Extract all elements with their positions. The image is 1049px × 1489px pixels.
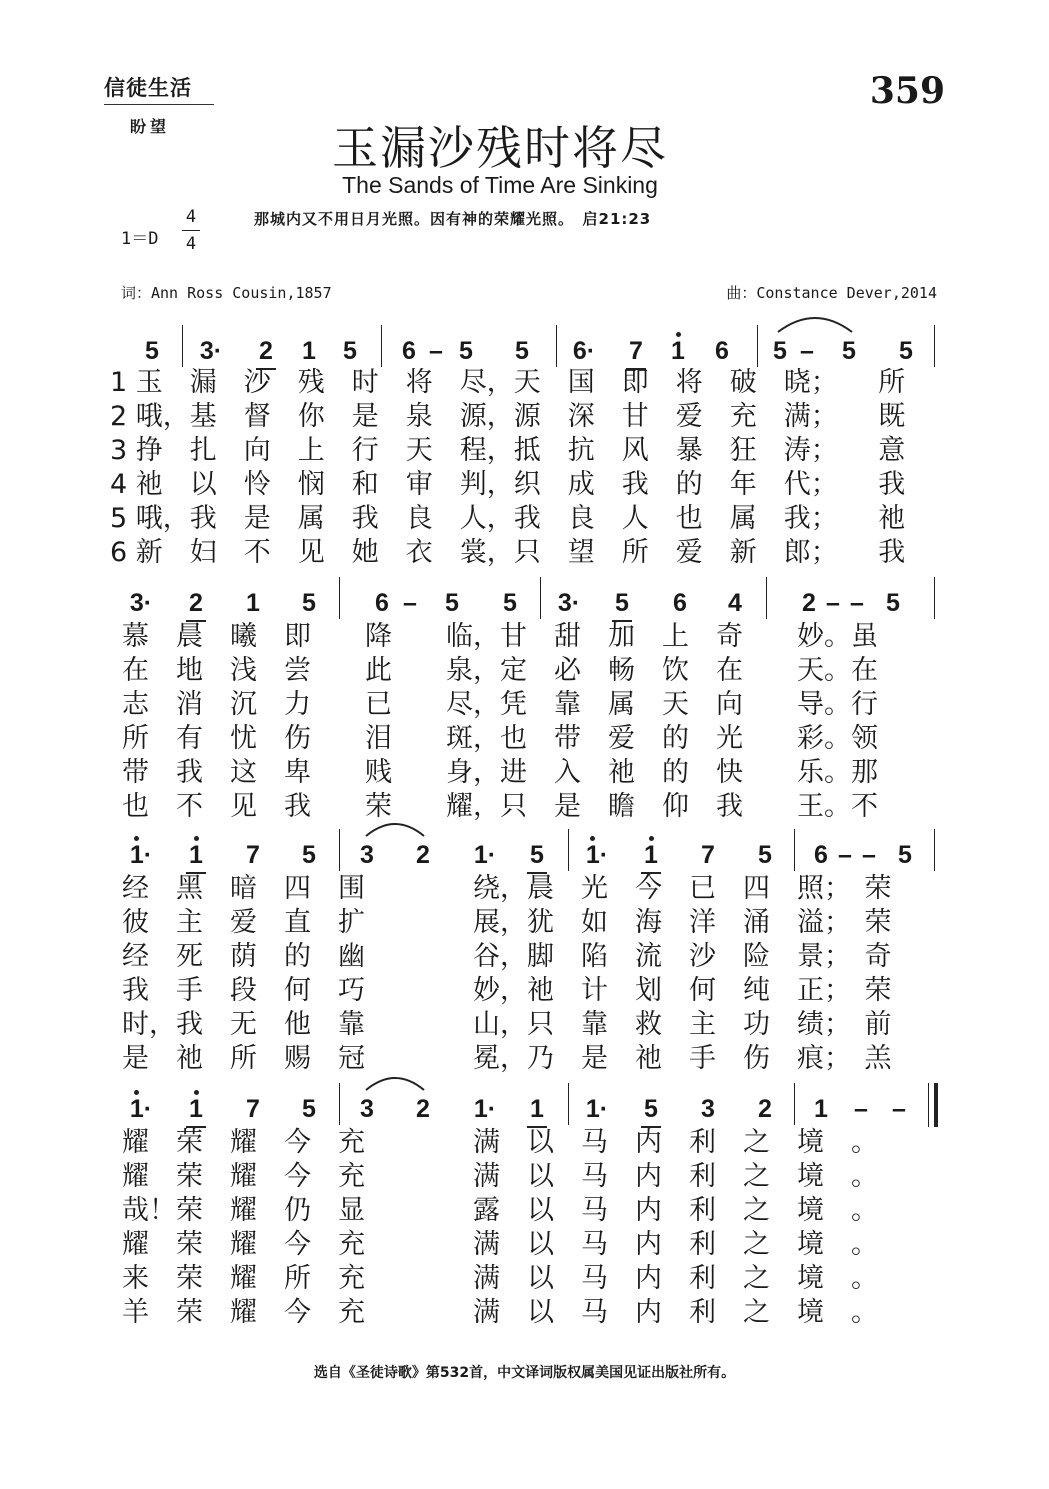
hymn-title-chinese: 玉漏沙残时将尽 (332, 121, 668, 175)
note: 5 (615, 589, 629, 617)
dash: – (862, 841, 876, 869)
note: 5 (515, 337, 529, 365)
note: 1 (189, 1095, 203, 1123)
final-barline-thin (928, 1083, 929, 1127)
barline (381, 325, 382, 367)
dash: – (892, 1095, 906, 1123)
barline (794, 1083, 795, 1125)
barline (182, 325, 183, 367)
final-barline-thick (934, 1083, 938, 1127)
note: 3· (557, 589, 581, 617)
copyright-footer: 选自《圣徒诗歌》第532首，中文译词版权属美国见证出版社所有。 (313, 1365, 736, 1381)
slur (364, 1072, 426, 1092)
dash: – (429, 337, 443, 365)
dash: – (826, 589, 840, 617)
barline (339, 577, 340, 619)
composer-credit: 曲：Constance Dever,2014 (726, 284, 937, 302)
note: 5 (842, 337, 856, 365)
dash: – (838, 841, 852, 869)
lyric-verse-6: 也 不 见 我 荣 耀，只 是 瞻 仰 我 王。不 (122, 791, 878, 822)
barline (794, 829, 795, 871)
note: 2 (758, 1095, 772, 1123)
subsection-title: 盼望 (130, 117, 171, 136)
lyric-verse-1: 1 玉 漏 沙 残 时 将 尽，天 国 即 将 破 晓； 所 (110, 367, 906, 398)
note: 6 (402, 337, 416, 365)
note: 5 (145, 337, 159, 365)
lyric-verse-4: 4 祂 以 怜 悯 和 审 判，织 成 我 的 年 代； 我 (110, 469, 906, 500)
note: 3 (360, 1095, 374, 1123)
lyric-verse-3: 哉！荣 耀 仍 显 露 以 马 内 利 之 境 。 (122, 1195, 878, 1226)
lyric-verse-1: 慕 晨 曦 即 降 临，甘 甜 加 上 奇 妙。虽 (122, 621, 878, 652)
lyric-verse-3: 经 死 荫 的 幽 谷，脚 陷 流 沙 险 景； 奇 (122, 941, 892, 972)
barline (568, 1083, 569, 1125)
note: 1· (473, 841, 497, 869)
note: 6 (715, 337, 729, 365)
section-rule (104, 104, 214, 105)
lyric-verse-5: 来 荣 耀 所 充 满 以 马 内 利 之 境 。 (122, 1263, 878, 1294)
dash: – (800, 337, 814, 365)
lyric-verse-6: 是 祂 所 赐 冠 冕，乃 是 祂 手 伤 痕； 羔 (122, 1043, 892, 1074)
note: 7 (701, 841, 715, 869)
octave-dot (590, 836, 595, 841)
note: 3 (360, 841, 374, 869)
note: 7 (246, 1095, 260, 1123)
note: 5 (530, 841, 544, 869)
time-signature-bar (182, 230, 200, 231)
note: 2 (416, 841, 430, 869)
note: 5 (898, 841, 912, 869)
barline (757, 325, 758, 367)
note: 1 (189, 841, 203, 869)
note: 5 (886, 589, 900, 617)
octave-dot (649, 836, 654, 841)
lyric-verse-2: 彼 主 爱 直 扩 展，犹 如 海 洋 涌 溢； 荣 (122, 907, 892, 938)
note: 5 (302, 1095, 316, 1123)
note: 1· (585, 1095, 609, 1123)
note: 2 (259, 337, 273, 365)
octave-dot (194, 836, 199, 841)
key-signature: 1＝D (121, 229, 159, 249)
time-signature-top: 4 (185, 207, 197, 227)
lyric-verse-2: 耀 荣 耀 今 充 满 以 马 内 利 之 境 。 (122, 1161, 878, 1192)
lyric-verse-2: 2 哦，基 督 你 是 泉 源，源 深 甘 爱 充 满； 既 (110, 401, 906, 432)
lyric-verse-6: 羊 荣 耀 今 充 满 以 马 内 利 之 境 。 (122, 1297, 878, 1328)
octave-dot (676, 332, 681, 337)
note: 6· (572, 337, 596, 365)
note: 6 (375, 589, 389, 617)
octave-dot (134, 836, 139, 841)
note: 5 (758, 841, 772, 869)
note: 3 (701, 1095, 715, 1123)
note: 5 (459, 337, 473, 365)
barline (339, 829, 340, 871)
lyricist-credit: 词：Ann Ross Cousin,1857 (121, 284, 332, 302)
barline (934, 829, 935, 871)
barline (540, 577, 541, 619)
barline (568, 829, 569, 871)
lyric-verse-3: 志 消 沉 力 已 尽，凭 靠 属 天 向 导。行 (122, 689, 878, 720)
note: 3· (129, 589, 153, 617)
barline (934, 325, 935, 367)
barline (934, 577, 935, 619)
note: 5 (302, 589, 316, 617)
octave-dot (134, 1090, 139, 1095)
note: 5 (343, 337, 357, 365)
hymn-number: 359 (869, 70, 945, 112)
lyric-verse-3: 3 挣 扎 向 上 行 天 程，抵 抗 风 暴 狂 涛； 意 (110, 435, 906, 466)
note: 1· (129, 841, 153, 869)
note: 1· (585, 841, 609, 869)
note: 4 (728, 589, 742, 617)
note: 7 (629, 337, 643, 365)
scripture-reference: 那城内又不用日月光照。因有神的荣耀光照。 启21:23 (254, 210, 652, 228)
lyric-verse-4: 耀 荣 耀 今 充 满 以 马 内 利 之 境 。 (122, 1229, 878, 1260)
note: 5 (445, 589, 459, 617)
lyric-verse-5: 时，我 无 他 靠 山，只 靠 救 主 功 绩； 前 (122, 1009, 892, 1040)
lyric-verse-4: 我 手 段 何 巧 妙，祂 计 划 何 纯 正； 荣 (122, 975, 892, 1006)
note: 3· (199, 337, 223, 365)
barline (339, 1083, 340, 1125)
lyric-verse-2: 在 地 浅 尝 此 泉，定 必 畅 饮 在 天。在 (122, 655, 878, 686)
note: 1 (644, 841, 658, 869)
barline (766, 577, 767, 619)
note: 1 (671, 337, 685, 365)
dash: – (854, 1095, 868, 1123)
note: 1 (246, 589, 260, 617)
dash: – (850, 589, 864, 617)
note: 5 (773, 337, 787, 365)
lyric-verse-1: 经 黑 暗 四 围 绕，晨 光 今 已 四 照； 荣 (122, 873, 892, 904)
lyric-verse-5: 带 我 这 卑 贱 身，进 入 祂 的 快 乐。那 (122, 757, 878, 788)
note: 5 (302, 841, 316, 869)
hymn-title-english: The Sands of Time Are Sinking (342, 172, 658, 198)
note: 1 (530, 1095, 544, 1123)
slur (776, 312, 854, 334)
note: 5 (503, 589, 517, 617)
note: 1· (129, 1095, 153, 1123)
note: 2 (802, 589, 816, 617)
note: 5 (899, 337, 913, 365)
note: 6 (814, 841, 828, 869)
barline (556, 325, 557, 367)
note: 2 (416, 1095, 430, 1123)
time-signature-bottom: 4 (185, 234, 197, 254)
note: 1 (302, 337, 316, 365)
lyric-verse-5: 5 哦，我 是 属 我 良 人，我 良 人 也 属 我； 祂 (110, 503, 906, 534)
lyric-verse-6: 6 新 妇 不 见 她 衣 裳，只 望 所 爱 新 郎； 我 (110, 537, 906, 568)
note: 1 (814, 1095, 828, 1123)
lyric-verse-1: 耀 荣 耀 今 充 满 以 马 内 利 之 境 。 (122, 1127, 878, 1158)
section-title: 信徒生活 (104, 75, 192, 100)
note: 1· (473, 1095, 497, 1123)
lyric-verse-4: 所 有 忧 伤 泪 斑，也 带 爱 的 光 彩。领 (122, 723, 878, 754)
dash: – (403, 589, 417, 617)
note: 7 (246, 841, 260, 869)
slur (364, 818, 426, 838)
note: 2 (189, 589, 203, 617)
octave-dot (194, 1090, 199, 1095)
time-signature (180, 206, 202, 255)
note: 6 (673, 589, 687, 617)
note: 5 (644, 1095, 658, 1123)
